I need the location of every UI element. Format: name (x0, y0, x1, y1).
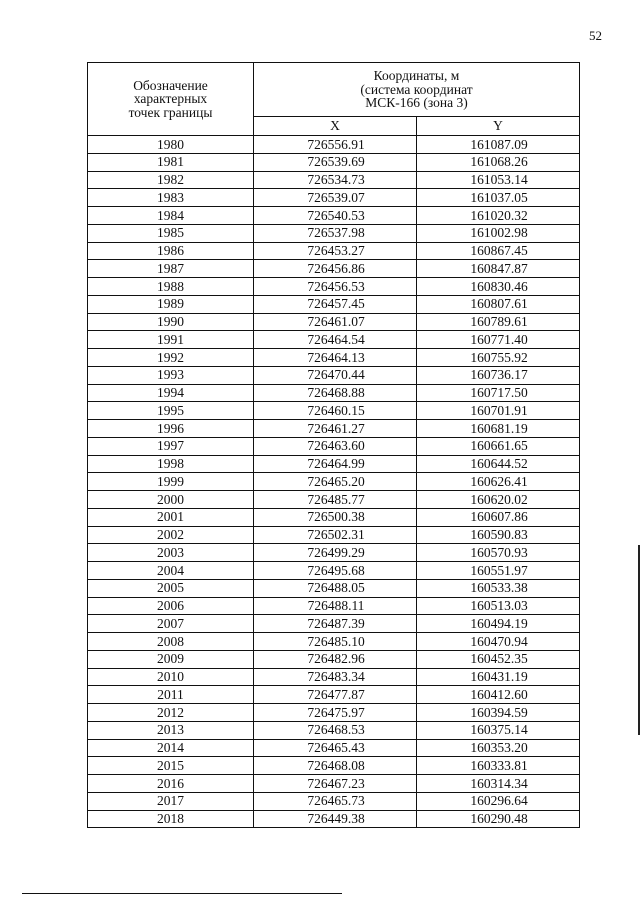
x-cell: 726456.86 (254, 260, 417, 278)
x-cell: 726464.99 (254, 455, 417, 473)
table-row (88, 136, 580, 154)
point-cell: 2014 (88, 739, 254, 757)
point-cell: 2013 (88, 721, 254, 739)
x-cell: 726540.53 (254, 207, 417, 225)
y-cell: 160867.45 (417, 242, 580, 260)
y-cell: 160830.46 (417, 278, 580, 296)
point-cell: 2000 (88, 491, 254, 509)
point-cell: 2006 (88, 597, 254, 615)
x-cell: 726483.34 (254, 668, 417, 686)
point-cell: 1981 (88, 153, 254, 171)
table-row (88, 579, 580, 597)
y-cell: 161068.26 (417, 153, 580, 171)
point-cell: 1994 (88, 384, 254, 402)
y-cell: 160717.50 (417, 384, 580, 402)
x-cell: 726470.44 (254, 366, 417, 384)
point-cell: 1989 (88, 295, 254, 313)
point-cell: 2015 (88, 757, 254, 775)
point-cell: 2012 (88, 704, 254, 722)
point-cell: 2009 (88, 650, 254, 668)
point-cell: 2002 (88, 526, 254, 544)
header-coordinates (254, 63, 580, 117)
table-row (88, 810, 580, 828)
point-cell: 1990 (88, 313, 254, 331)
point-cell: 2003 (88, 544, 254, 562)
table-row (88, 615, 580, 633)
point-cell: 1998 (88, 455, 254, 473)
point-cell: 2018 (88, 810, 254, 828)
x-cell: 726488.05 (254, 579, 417, 597)
table-row (88, 491, 580, 509)
y-cell: 160494.19 (417, 615, 580, 633)
header-coordinates-line-1: Координаты, м (373, 68, 460, 84)
table-row (88, 420, 580, 438)
table-body (88, 136, 580, 828)
point-cell: 1983 (88, 189, 254, 207)
table-row (88, 526, 580, 544)
table-row (88, 224, 580, 242)
y-cell: 160551.97 (417, 562, 580, 580)
point-cell: 1991 (88, 331, 254, 349)
x-cell: 726485.10 (254, 633, 417, 651)
table-row (88, 633, 580, 651)
point-cell: 1992 (88, 349, 254, 367)
point-cell: 1993 (88, 366, 254, 384)
table-row (88, 792, 580, 810)
x-cell: 726485.77 (254, 491, 417, 509)
y-cell: 160847.87 (417, 260, 580, 278)
table-row (88, 668, 580, 686)
y-cell: 160701.91 (417, 402, 580, 420)
x-cell: 726468.88 (254, 384, 417, 402)
point-cell: 1987 (88, 260, 254, 278)
x-cell: 726463.60 (254, 437, 417, 455)
point-cell: 2001 (88, 508, 254, 526)
y-cell: 160755.92 (417, 349, 580, 367)
point-cell: 1982 (88, 171, 254, 189)
y-cell: 160452.35 (417, 650, 580, 668)
y-cell: 161037.05 (417, 189, 580, 207)
y-cell: 160412.60 (417, 686, 580, 704)
point-cell: 2005 (88, 579, 254, 597)
point-cell: 1995 (88, 402, 254, 420)
header-y: Y (417, 117, 580, 136)
y-cell: 161053.14 (417, 171, 580, 189)
header-coordinates-line-2: (система координат (360, 81, 473, 97)
x-cell: 726502.31 (254, 526, 417, 544)
table-row (88, 650, 580, 668)
x-cell: 726464.54 (254, 331, 417, 349)
table-row (88, 597, 580, 615)
y-cell: 160394.59 (417, 704, 580, 722)
y-cell: 160296.64 (417, 792, 580, 810)
table-row (88, 295, 580, 313)
y-cell: 160644.52 (417, 455, 580, 473)
table-row (88, 562, 580, 580)
table-row (88, 366, 580, 384)
y-cell: 160431.19 (417, 668, 580, 686)
table-row (88, 508, 580, 526)
table-row (88, 207, 580, 225)
table-row (88, 242, 580, 260)
x-cell: 726482.96 (254, 650, 417, 668)
x-cell: 726449.38 (254, 810, 417, 828)
table-row (88, 739, 580, 757)
point-cell: 2004 (88, 562, 254, 580)
y-cell: 160353.20 (417, 739, 580, 757)
y-cell: 160513.03 (417, 597, 580, 615)
x-cell: 726475.97 (254, 704, 417, 722)
table-row (88, 384, 580, 402)
table-row (88, 402, 580, 420)
y-cell: 161002.98 (417, 224, 580, 242)
point-cell: 2010 (88, 668, 254, 686)
x-cell: 726460.15 (254, 402, 417, 420)
point-cell: 1984 (88, 207, 254, 225)
y-cell: 160590.83 (417, 526, 580, 544)
y-cell: 160681.19 (417, 420, 580, 438)
y-cell: 160626.41 (417, 473, 580, 491)
table-row (88, 757, 580, 775)
table-row (88, 455, 580, 473)
table-row (88, 686, 580, 704)
x-cell: 726487.39 (254, 615, 417, 633)
point-cell: 2017 (88, 792, 254, 810)
table-row (88, 313, 580, 331)
header-designation (88, 63, 254, 136)
point-cell: 1980 (88, 136, 254, 154)
table-row (88, 349, 580, 367)
coordinates-table (87, 62, 580, 828)
header-x: X (254, 117, 417, 136)
y-cell: 160771.40 (417, 331, 580, 349)
table-row (88, 775, 580, 793)
y-cell: 161020.32 (417, 207, 580, 225)
point-cell: 1999 (88, 473, 254, 491)
table-row (88, 260, 580, 278)
table-row (88, 331, 580, 349)
x-cell: 726465.73 (254, 792, 417, 810)
x-cell: 726500.38 (254, 508, 417, 526)
y-cell: 161087.09 (417, 136, 580, 154)
table-row (88, 189, 580, 207)
table-row (88, 278, 580, 296)
point-cell: 2007 (88, 615, 254, 633)
x-cell: 726488.11 (254, 597, 417, 615)
y-cell: 160290.48 (417, 810, 580, 828)
header-designation-line-1: Обозначение (133, 77, 208, 93)
y-cell: 160661.65 (417, 437, 580, 455)
point-cell: 2011 (88, 686, 254, 704)
x-cell: 726477.87 (254, 686, 417, 704)
x-cell: 726539.69 (254, 153, 417, 171)
table-row (88, 721, 580, 739)
point-cell: 2008 (88, 633, 254, 651)
x-cell: 726468.53 (254, 721, 417, 739)
header-coordinates-line-3: МСК-166 (зона 3) (365, 95, 468, 111)
x-cell: 726534.73 (254, 171, 417, 189)
y-cell: 160375.14 (417, 721, 580, 739)
y-cell: 160607.86 (417, 508, 580, 526)
y-cell: 160736.17 (417, 366, 580, 384)
y-cell: 160333.81 (417, 757, 580, 775)
y-cell: 160533.38 (417, 579, 580, 597)
x-cell: 726461.27 (254, 420, 417, 438)
table-row (88, 153, 580, 171)
header-designation-line-3: точек границы (128, 104, 213, 120)
table-row (88, 473, 580, 491)
table-row (88, 437, 580, 455)
table-row (88, 171, 580, 189)
footer-divider (22, 893, 342, 894)
table-row (88, 704, 580, 722)
x-cell: 726465.43 (254, 739, 417, 757)
point-cell: 1997 (88, 437, 254, 455)
y-cell: 160570.93 (417, 544, 580, 562)
table-row (88, 544, 580, 562)
x-cell: 726495.68 (254, 562, 417, 580)
x-cell: 726468.08 (254, 757, 417, 775)
y-cell: 160807.61 (417, 295, 580, 313)
point-cell: 1985 (88, 224, 254, 242)
x-cell: 726461.07 (254, 313, 417, 331)
point-cell: 2016 (88, 775, 254, 793)
point-cell: 1986 (88, 242, 254, 260)
header-designation-line-2: характерных (133, 91, 208, 107)
x-cell: 726537.98 (254, 224, 417, 242)
x-cell: 726467.23 (254, 775, 417, 793)
point-cell: 1988 (88, 278, 254, 296)
y-cell: 160620.02 (417, 491, 580, 509)
x-cell: 726457.45 (254, 295, 417, 313)
x-cell: 726465.20 (254, 473, 417, 491)
x-cell: 726456.53 (254, 278, 417, 296)
y-cell: 160314.34 (417, 775, 580, 793)
x-cell: 726499.29 (254, 544, 417, 562)
x-cell: 726453.27 (254, 242, 417, 260)
page-number: 52 (589, 28, 602, 43)
x-cell: 726539.07 (254, 189, 417, 207)
y-cell: 160470.94 (417, 633, 580, 651)
point-cell: 1996 (88, 420, 254, 438)
x-cell: 726464.13 (254, 349, 417, 367)
y-cell: 160789.61 (417, 313, 580, 331)
x-cell: 726556.91 (254, 136, 417, 154)
